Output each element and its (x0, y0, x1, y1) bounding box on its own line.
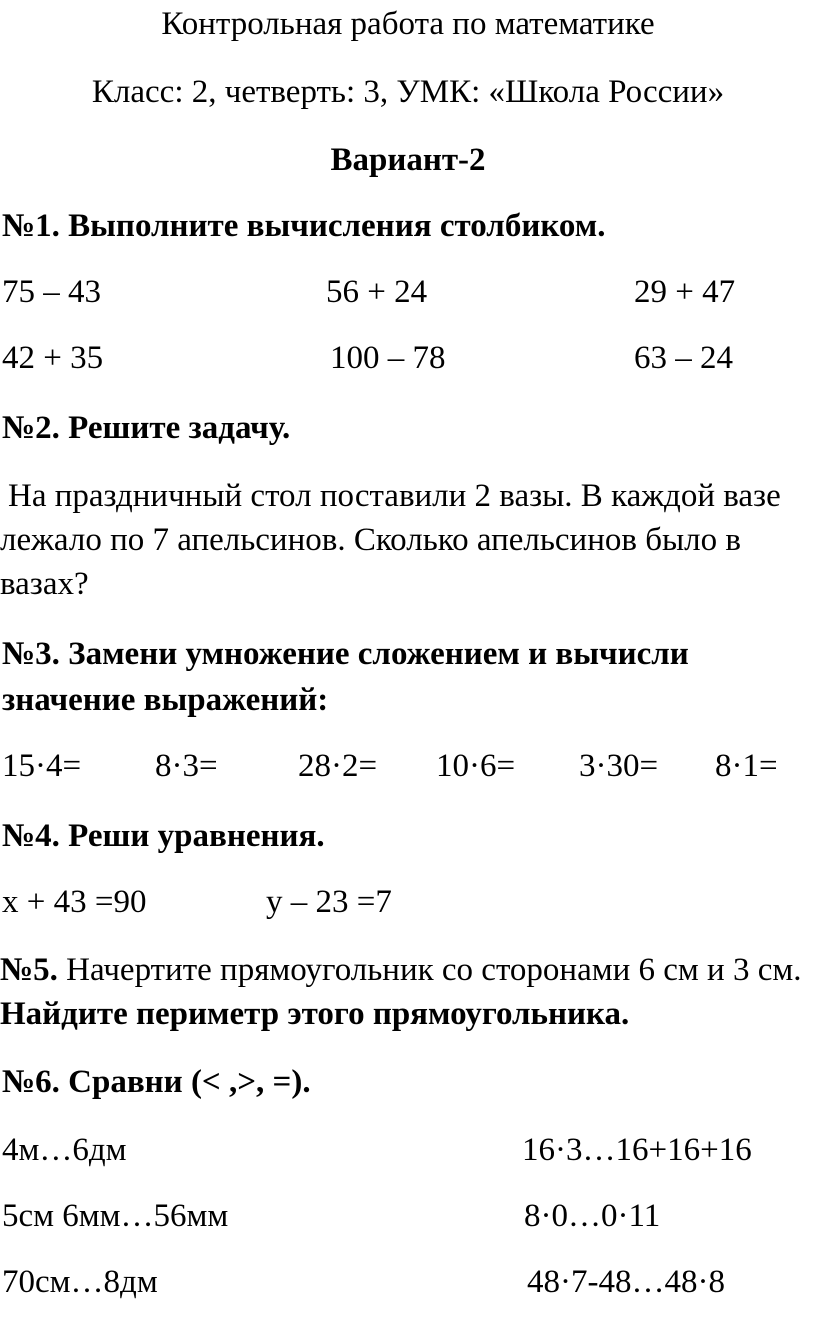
task5-number: №5. (0, 952, 58, 988)
page-title: Контрольная работа по математике (161, 6, 655, 42)
class-info: Класс: 2, четверть: 3, УМК: «Школа России» (91, 74, 725, 110)
task3-expression: 15·4= (2, 748, 82, 784)
task1-expression: 56 + 24 (326, 274, 428, 310)
task6-comparison: 5см 6мм…56мм (2, 1198, 229, 1234)
task3-expression: 3·30= (579, 748, 659, 784)
task4-equation: у – 23 =7 (266, 884, 392, 920)
task1-heading: №1. Выполните вычисления столбиком. (2, 208, 606, 244)
task4-equation: х + 43 =90 (2, 884, 147, 920)
task6-comparison: 8·0…0·11 (524, 1198, 661, 1234)
task2-problem-text: На праздничный стол поставили 2 вазы. В каждой вазе лежало по 7 апельсинов. Сколько апельсинов было в вазах? (0, 478, 781, 602)
task2-heading: №2. Решите задачу. (2, 410, 291, 446)
task6-comparison: 70см…8дм (2, 1264, 158, 1300)
task3-expression: 8·3= (155, 748, 218, 784)
task6-comparison: 4м…6дм (2, 1132, 127, 1168)
task3-heading-cont: значение выражений: (2, 682, 329, 718)
task1-expression: 42 + 35 (2, 340, 104, 376)
task4-heading: №4. Реши уравнения. (2, 818, 325, 854)
task3-heading: №3. Замени умножение сложением и вычисли (2, 636, 689, 672)
task6-comparison: 16·3…16+16+16 (522, 1132, 752, 1168)
task1-expression: 100 – 78 (330, 340, 446, 376)
task1-expression: 75 – 43 (2, 274, 101, 310)
task5-instruction: Начертите прямоугольник со сторонами 6 см и 3 см. (66, 952, 802, 988)
task6-heading: №6. Сравни (< ,>, =). (2, 1064, 311, 1100)
task1-expression: 63 – 24 (634, 340, 733, 376)
variant-label: Вариант-2 (330, 142, 486, 178)
task3-expression: 8·1= (715, 748, 778, 784)
task1-expression: 29 + 47 (634, 274, 736, 310)
task5-text (0, 948, 816, 1036)
task6-comparison: 48·7-48…48·8 (527, 1264, 725, 1300)
task5-question: Найдите периметр этого прямоугольника. (0, 996, 630, 1032)
task3-expression: 10·6= (436, 748, 516, 784)
task3-expression: 28·2= (298, 748, 378, 784)
